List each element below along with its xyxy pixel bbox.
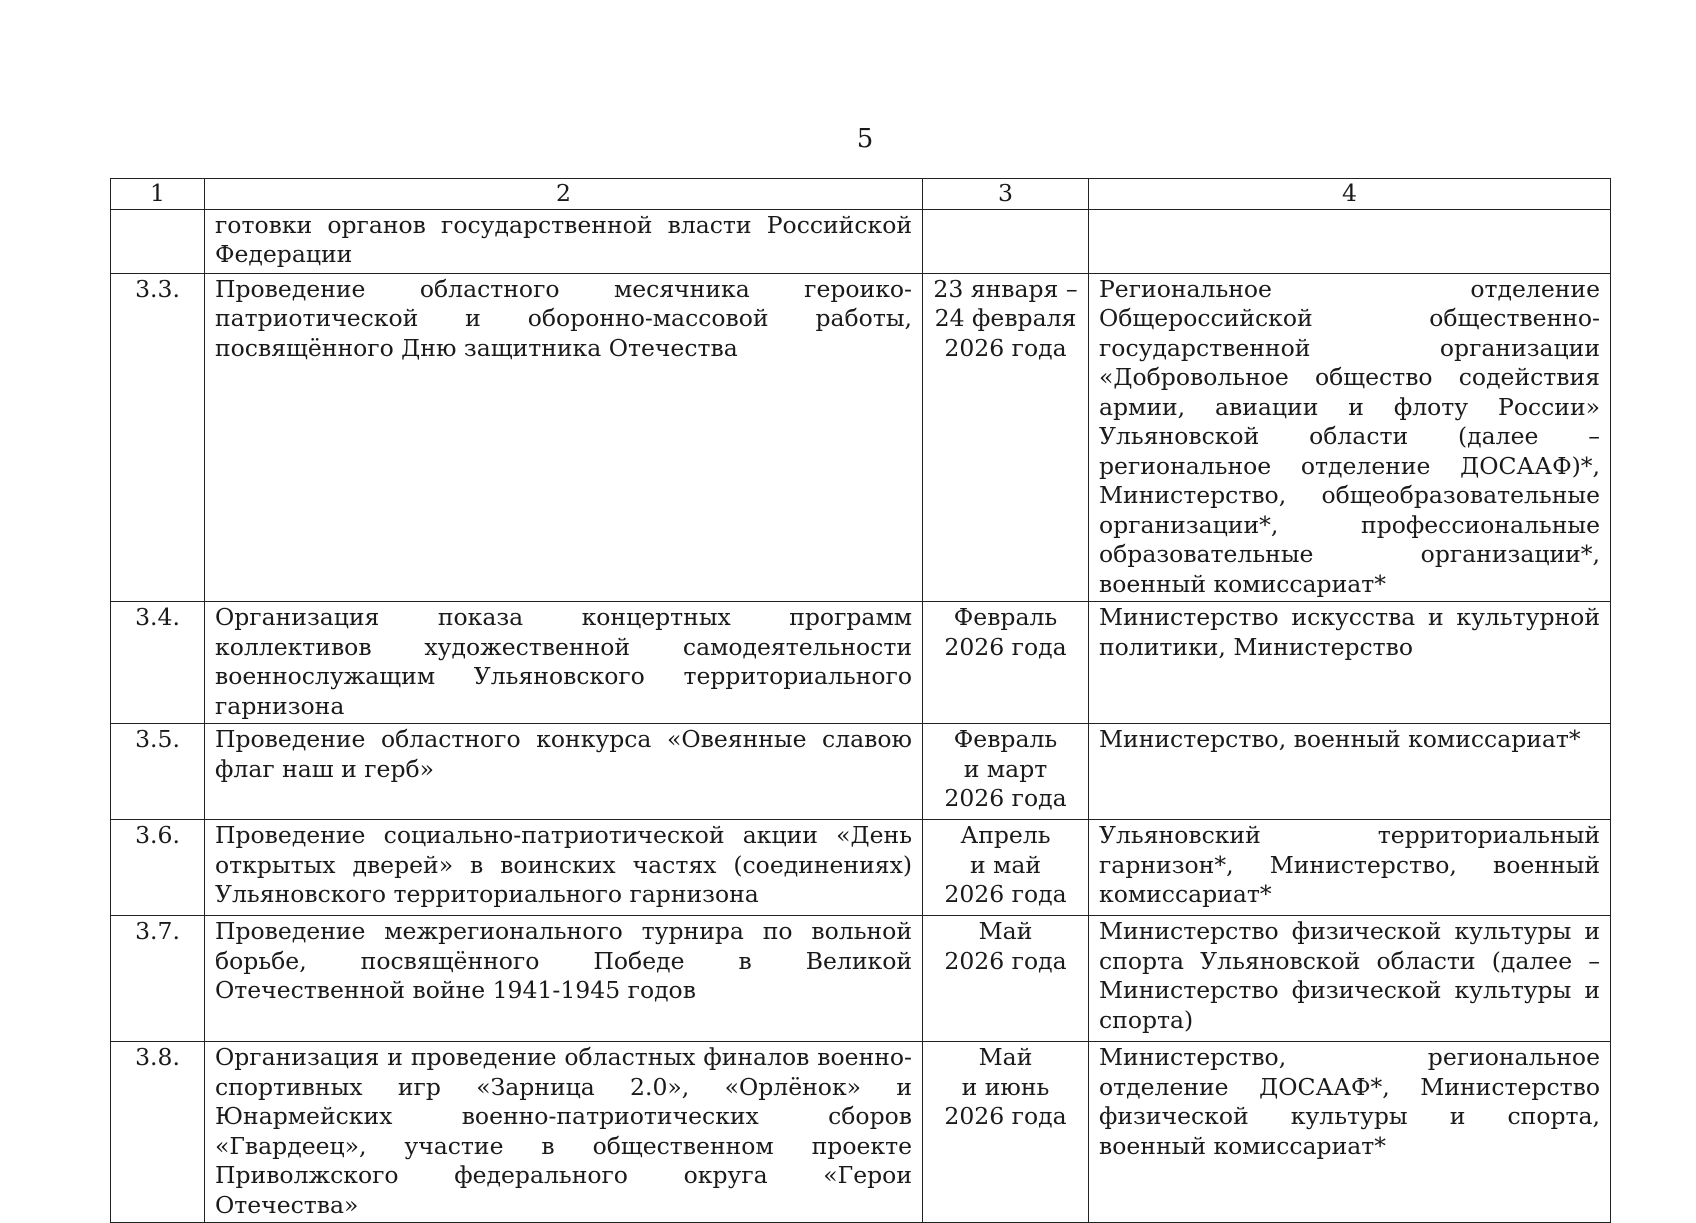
event-executors: Министерство физической культуры и спорта Ульяновской области (далее – Министерство физической культуры и спорта)	[1089, 916, 1611, 1042]
event-date	[923, 820, 1089, 916]
event-date	[923, 724, 1089, 820]
table-row	[111, 820, 1611, 916]
table-row	[111, 1042, 1611, 1223]
event-date-line: 23 января –	[933, 274, 1078, 303]
event-date	[923, 916, 1089, 1042]
table-row	[111, 916, 1611, 1042]
event-date-line: 2026 года	[944, 333, 1067, 362]
event-date	[923, 273, 1089, 602]
header-col-2: 2	[205, 179, 923, 210]
event-date-line: Май	[978, 1043, 1033, 1071]
event-description: Проведение областного конкурса «Овеянные славою флаг наш и герб»	[205, 724, 923, 820]
event-date-line: Февраль	[953, 603, 1058, 631]
event-date	[923, 209, 1089, 273]
table-row	[111, 724, 1611, 820]
event-executors: Министерство искусства и культурной политики, Министерство	[1089, 602, 1611, 724]
header-col-3: 3	[923, 179, 1089, 210]
event-date-line: и май	[969, 850, 1042, 879]
event-executors: Министерство, военный комиссариат*	[1089, 724, 1611, 820]
event-date-line: и март	[963, 754, 1048, 783]
event-date-line: 2026 года	[944, 946, 1067, 975]
event-executors	[1089, 209, 1611, 273]
event-description: Организация и проведение областных финалов военно-спортивных игр «Зарница 2.0», «Орлёнок» и Юнармейских военно-патриотических сборов «Гвардеец», участие в общественном проекте Приволжского федерального округа «Герои Отечества»	[205, 1042, 923, 1223]
header-col-1: 1	[111, 179, 205, 210]
event-date-line: Апрель	[960, 821, 1051, 849]
event-date-line: и июнь	[961, 1072, 1050, 1101]
event-description: готовки органов государственной власти Российской Федерации	[205, 209, 923, 273]
item-number: 3.8.	[111, 1042, 205, 1223]
item-number: 3.6.	[111, 820, 205, 916]
event-date-line: 2026 года	[944, 880, 1067, 908]
event-date	[923, 602, 1089, 724]
item-number: 3.3.	[111, 273, 205, 602]
event-description: Организация показа концертных программ коллективов художественной самодеятельности военнослужащим Ульяновского территориального гарнизона	[205, 602, 923, 724]
event-date-line: Февраль	[953, 725, 1058, 753]
event-date-line: 2026 года	[944, 784, 1067, 812]
event-date-line: 2026 года	[944, 632, 1067, 661]
table-row	[111, 602, 1611, 724]
header-row	[111, 179, 1611, 210]
event-date	[923, 1042, 1089, 1223]
header-col-4: 4	[1089, 179, 1611, 210]
item-number	[111, 209, 205, 273]
page-number: 5	[856, 124, 874, 154]
event-executors: Министерство, региональное отделение ДОСААФ*, Министерство физической культуры и спорта, военный комиссариат*	[1089, 1042, 1611, 1223]
event-description: Проведение областного месячника героико-патриотической и оборонно-массовой работы, посвящённого Дню защитника Отечества	[205, 273, 923, 602]
event-date-line: Май	[978, 917, 1033, 945]
table-row-continuation	[111, 209, 1611, 273]
event-description: Проведение социально-патриотической акции «День открытых дверей» в воинских частях (соединениях) Ульяновского территориального гарнизона	[205, 820, 923, 916]
event-date-line: 2026 года	[944, 1102, 1067, 1130]
table-row	[111, 273, 1611, 602]
event-executors: Региональное отделение Общероссийской общественно-государственной организации «Добровольное общество содействия армии, авиации и флоту России» Ульяновской области (далее – региональное отделение ДОСААФ)*, Министерство, общеобразовательные организации*, профессиональные образовательные организации*, военный комиссариат*	[1089, 273, 1611, 602]
item-number: 3.4.	[111, 602, 205, 724]
item-number: 3.7.	[111, 916, 205, 1042]
event-executors: Ульяновский территориальный гарнизон*, Министерство, военный комиссариат*	[1089, 820, 1611, 916]
item-number: 3.5.	[111, 724, 205, 820]
event-description: Проведение межрегионального турнира по вольной борьбе, посвящённого Победе в Великой Отечественной войне 1941-1945 годов	[205, 916, 923, 1042]
events-table	[110, 178, 1611, 1223]
event-date-line: 24 февраля	[934, 304, 1077, 332]
